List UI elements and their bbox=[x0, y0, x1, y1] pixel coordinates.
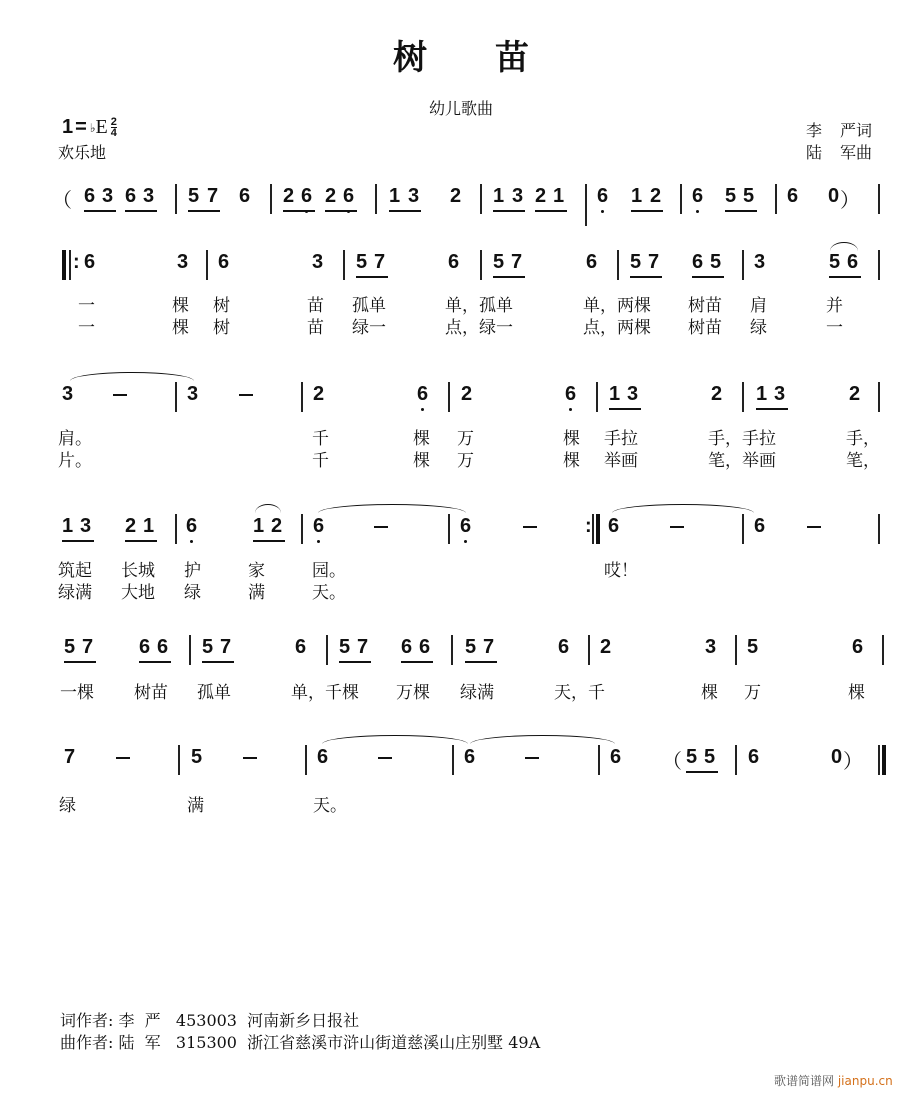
beam bbox=[631, 210, 663, 212]
key-equals: = bbox=[75, 116, 87, 138]
lyric: 片。 bbox=[58, 451, 92, 471]
lyric: 绿 bbox=[750, 318, 767, 338]
extend-dash bbox=[374, 526, 388, 528]
lyric: 笔，举画 bbox=[708, 451, 776, 471]
lyric: 笔， bbox=[846, 451, 880, 471]
lyric: 绿一 bbox=[352, 318, 386, 338]
note: 7 bbox=[648, 251, 660, 273]
note-low: 6 bbox=[186, 515, 198, 537]
composer-name-1: 陆 bbox=[806, 143, 823, 162]
note: 7 bbox=[207, 185, 219, 207]
note: 6 bbox=[586, 251, 598, 273]
barline bbox=[206, 250, 208, 280]
lyric: 万棵 bbox=[396, 683, 430, 703]
note: 6 bbox=[610, 746, 622, 768]
beam bbox=[686, 771, 718, 773]
note: 3 bbox=[512, 185, 524, 207]
lyric: 万 bbox=[457, 451, 474, 471]
lyric: 万 bbox=[744, 683, 761, 703]
beam bbox=[125, 540, 157, 542]
note: 5 bbox=[710, 251, 722, 273]
lyric: 举画 bbox=[604, 451, 638, 471]
barline bbox=[617, 250, 619, 280]
barline bbox=[343, 250, 345, 280]
slur bbox=[255, 504, 281, 513]
lyric: 棵 bbox=[563, 429, 580, 449]
lyric: 棵 bbox=[563, 451, 580, 471]
note: 3 bbox=[62, 383, 74, 405]
note: 7 bbox=[357, 636, 369, 658]
note: 0 bbox=[828, 185, 840, 207]
tie bbox=[612, 504, 754, 513]
beam bbox=[325, 210, 357, 212]
note: 2 bbox=[535, 185, 547, 207]
barline bbox=[448, 514, 450, 544]
note: 5 bbox=[725, 185, 737, 207]
slur bbox=[830, 242, 858, 251]
note: 3 bbox=[143, 185, 155, 207]
lyric: 棵 bbox=[413, 429, 430, 449]
note: 1 bbox=[493, 185, 505, 207]
barline bbox=[742, 514, 744, 544]
composer-credit bbox=[806, 140, 872, 163]
barline bbox=[775, 184, 777, 214]
note: 6 bbox=[295, 636, 307, 658]
beam bbox=[283, 210, 315, 212]
key-do: 1 bbox=[62, 116, 74, 138]
note: 7 bbox=[64, 746, 76, 768]
extend-dash bbox=[113, 394, 127, 396]
barline bbox=[598, 745, 600, 775]
barline bbox=[175, 514, 177, 544]
note: 1 bbox=[62, 515, 74, 537]
flat-icon: ♭ bbox=[89, 120, 96, 135]
lyric: 一 bbox=[78, 318, 95, 338]
lyric: 手， bbox=[846, 429, 880, 449]
beam bbox=[139, 661, 171, 663]
note: 6 bbox=[125, 185, 137, 207]
close-paren: ） bbox=[843, 749, 863, 773]
beam bbox=[725, 210, 757, 212]
barline bbox=[452, 745, 454, 775]
lyric: 园。 bbox=[312, 561, 346, 581]
beam bbox=[535, 210, 567, 212]
lyric: 点，两棵 bbox=[583, 318, 651, 338]
extend-dash bbox=[378, 757, 392, 759]
lyric: 棵 bbox=[701, 683, 718, 703]
note-low: 6 bbox=[692, 185, 704, 207]
note: 6 bbox=[317, 746, 329, 768]
beam bbox=[829, 276, 861, 278]
lyric: 手，手拉 bbox=[708, 429, 776, 449]
tie bbox=[70, 372, 194, 381]
lyric: 大地 bbox=[121, 583, 155, 603]
lyric: 一 bbox=[78, 296, 95, 316]
lyric: 绿满 bbox=[58, 583, 92, 603]
barline bbox=[375, 184, 377, 214]
lyric: 天。 bbox=[312, 583, 346, 603]
extend-dash bbox=[243, 757, 257, 759]
note: 5 bbox=[493, 251, 505, 273]
note: 6 bbox=[84, 185, 96, 207]
note: 3 bbox=[177, 251, 189, 273]
barline bbox=[588, 635, 590, 665]
note: 1 bbox=[389, 185, 401, 207]
repeat-dots: : bbox=[585, 515, 592, 537]
lyric: 长城 bbox=[121, 561, 155, 581]
note: 2 bbox=[325, 185, 337, 207]
note: 3 bbox=[774, 383, 786, 405]
note: 5 bbox=[188, 185, 200, 207]
lyric: 手拉 bbox=[604, 429, 638, 449]
note: 6 bbox=[84, 251, 96, 273]
lyric: 树 bbox=[213, 296, 230, 316]
barline bbox=[878, 514, 880, 544]
watermark bbox=[774, 1072, 893, 1089]
barline bbox=[878, 250, 880, 280]
lyric: 筑起 bbox=[58, 561, 92, 581]
note: 3 bbox=[80, 515, 92, 537]
note: 1 bbox=[253, 515, 265, 537]
title-char-2: 苗 bbox=[495, 38, 529, 78]
barline bbox=[189, 635, 191, 665]
lyricist-info: 词作者: 李 严 453003 河南新乡日报社 bbox=[60, 1011, 360, 1030]
note: 2 bbox=[125, 515, 137, 537]
repeat-end-thin bbox=[592, 514, 594, 544]
barline bbox=[878, 184, 880, 214]
barline bbox=[878, 382, 880, 412]
note-low: 6 bbox=[301, 185, 313, 207]
note-low: 6 bbox=[313, 515, 325, 537]
lyric: 护 bbox=[184, 561, 201, 581]
note: 7 bbox=[220, 636, 232, 658]
lyric: 棵 bbox=[172, 296, 189, 316]
note: 5 bbox=[829, 251, 841, 273]
note: 1 bbox=[609, 383, 621, 405]
lyric: 点，绿一 bbox=[445, 318, 513, 338]
note: 2 bbox=[271, 515, 283, 537]
lyric: 绿 bbox=[184, 583, 201, 603]
lyric: 千 bbox=[312, 451, 329, 471]
time-bottom: 4 bbox=[110, 127, 117, 139]
lyric: 一棵 bbox=[60, 683, 94, 703]
note: 5 bbox=[356, 251, 368, 273]
barline bbox=[305, 745, 307, 775]
note: 5 bbox=[743, 185, 755, 207]
lyric: 千 bbox=[312, 429, 329, 449]
lyric: 天。 bbox=[313, 796, 347, 816]
note: 6 bbox=[218, 251, 230, 273]
tie bbox=[318, 504, 466, 513]
note: 3 bbox=[627, 383, 639, 405]
lyric: 孤单 bbox=[197, 683, 231, 703]
beam bbox=[401, 661, 433, 663]
lyricist-name-1: 李 bbox=[806, 121, 823, 140]
lyric: 棵 bbox=[172, 318, 189, 338]
lyric: 苗 bbox=[307, 296, 324, 316]
note: 5 bbox=[465, 636, 477, 658]
note: 5 bbox=[686, 746, 698, 768]
open-paren: （ bbox=[52, 188, 72, 212]
lyric: 树苗 bbox=[134, 683, 168, 703]
barline bbox=[882, 635, 884, 665]
lyric: 孤单 bbox=[352, 296, 386, 316]
extend-dash bbox=[670, 526, 684, 528]
barline bbox=[175, 184, 177, 214]
beam bbox=[253, 540, 285, 542]
close-paren: ） bbox=[840, 188, 860, 212]
note: 3 bbox=[408, 185, 420, 207]
barline bbox=[480, 250, 482, 280]
note: 1 bbox=[756, 383, 768, 405]
lyricist-name-2: 严词 bbox=[840, 121, 873, 140]
note: 6 bbox=[419, 636, 431, 658]
beam bbox=[493, 276, 525, 278]
note: 5 bbox=[191, 746, 203, 768]
barline bbox=[270, 184, 272, 214]
composer-info: 曲作者: 陆 军 315300 浙江省慈溪市浒山街道慈溪山庄别墅 49A bbox=[60, 1033, 541, 1052]
beam bbox=[64, 661, 96, 663]
key-letter: E bbox=[95, 116, 108, 138]
lyricist-credit bbox=[806, 118, 872, 141]
note: 5 bbox=[64, 636, 76, 658]
barline bbox=[742, 250, 744, 280]
lyric: 树 bbox=[213, 318, 230, 338]
lyric: 并 bbox=[826, 296, 843, 316]
barline bbox=[448, 382, 450, 412]
note: 2 bbox=[849, 383, 861, 405]
beam bbox=[84, 210, 116, 212]
note: 5 bbox=[704, 746, 716, 768]
note: 6 bbox=[847, 251, 859, 273]
lyric: 单，千棵 bbox=[291, 683, 359, 703]
open-paren: （ bbox=[662, 749, 682, 773]
tie bbox=[470, 735, 615, 744]
note: 1 bbox=[631, 185, 643, 207]
final-barline-thin bbox=[878, 745, 880, 775]
lyric: 单，孤单 bbox=[445, 296, 513, 316]
lyric: 满 bbox=[187, 796, 204, 816]
lyric: 树苗 bbox=[688, 296, 722, 316]
barline bbox=[735, 745, 737, 775]
beam bbox=[202, 661, 234, 663]
note: 6 bbox=[401, 636, 413, 658]
lyric: 一 bbox=[826, 318, 843, 338]
barline bbox=[301, 514, 303, 544]
beam bbox=[62, 540, 94, 542]
tie bbox=[322, 735, 468, 744]
note: 3 bbox=[705, 636, 717, 658]
beam bbox=[339, 661, 371, 663]
note: 1 bbox=[553, 185, 565, 207]
note: 7 bbox=[82, 636, 94, 658]
lyric: 棵 bbox=[848, 683, 865, 703]
note: 2 bbox=[450, 185, 462, 207]
barline bbox=[301, 382, 303, 412]
note: 6 bbox=[608, 515, 620, 537]
note: 7 bbox=[511, 251, 523, 273]
note: 2 bbox=[461, 383, 473, 405]
lyric: 满 bbox=[248, 583, 265, 603]
beam bbox=[609, 408, 641, 410]
note: 5 bbox=[339, 636, 351, 658]
extend-dash bbox=[239, 394, 253, 396]
beam bbox=[188, 210, 220, 212]
beam bbox=[125, 210, 157, 212]
lyric: 树苗 bbox=[688, 318, 722, 338]
extend-dash bbox=[523, 526, 537, 528]
beam bbox=[356, 276, 388, 278]
lyric: 苗 bbox=[307, 318, 324, 338]
extend-dash bbox=[116, 757, 130, 759]
lyric: 棵 bbox=[413, 451, 430, 471]
note: 2 bbox=[283, 185, 295, 207]
barline bbox=[680, 184, 682, 214]
extend-dash bbox=[525, 757, 539, 759]
lyric: 天，千 bbox=[554, 683, 605, 703]
note: 6 bbox=[157, 636, 169, 658]
note-low: 6 bbox=[417, 383, 429, 405]
lyric: 肩 bbox=[750, 296, 767, 316]
note: 6 bbox=[692, 251, 704, 273]
barline bbox=[735, 635, 737, 665]
lyric: 绿满 bbox=[460, 683, 494, 703]
barline bbox=[175, 382, 177, 412]
time-signature bbox=[111, 117, 117, 138]
note: 7 bbox=[483, 636, 495, 658]
note: 6 bbox=[748, 746, 760, 768]
final-barline-thick bbox=[882, 745, 886, 775]
repeat-end-barline bbox=[596, 514, 600, 544]
note: 2 bbox=[600, 636, 612, 658]
barline bbox=[480, 184, 482, 214]
note: 5 bbox=[630, 251, 642, 273]
note: 6 bbox=[754, 515, 766, 537]
note: 6 bbox=[787, 185, 799, 207]
repeat-start-thin bbox=[69, 250, 71, 280]
composer-name-2: 军曲 bbox=[840, 143, 873, 162]
watermark-domain[interactable]: jianpu.cn bbox=[837, 1074, 893, 1088]
title-char-1: 树 bbox=[393, 38, 427, 78]
note: 6 bbox=[239, 185, 251, 207]
watermark-site-name: 歌谱简谱网 bbox=[774, 1074, 835, 1088]
beam bbox=[465, 661, 497, 663]
barline bbox=[742, 382, 744, 412]
note-low: 6 bbox=[597, 185, 609, 207]
time-top: 2 bbox=[110, 116, 117, 128]
note: 3 bbox=[102, 185, 114, 207]
song-subtitle: 幼儿歌曲 bbox=[428, 99, 493, 118]
note-low: 6 bbox=[343, 185, 355, 207]
repeat-dots: : bbox=[73, 251, 80, 273]
note-low: 6 bbox=[565, 383, 577, 405]
tempo-marking: 欢乐地 bbox=[58, 143, 107, 162]
barline bbox=[585, 184, 587, 226]
note: 3 bbox=[754, 251, 766, 273]
lyric: 万 bbox=[457, 429, 474, 449]
note: 2 bbox=[313, 383, 325, 405]
barline bbox=[326, 635, 328, 665]
beam bbox=[692, 276, 724, 278]
note: 6 bbox=[558, 636, 570, 658]
note: 5 bbox=[202, 636, 214, 658]
note: 3 bbox=[312, 251, 324, 273]
beam bbox=[389, 210, 421, 212]
lyric: 家 bbox=[248, 561, 265, 581]
lyric: 绿 bbox=[59, 796, 76, 816]
lyric: 哎！ bbox=[604, 561, 638, 581]
beam bbox=[756, 408, 788, 410]
note: 6 bbox=[448, 251, 460, 273]
note: 0 bbox=[831, 746, 843, 768]
key-signature bbox=[62, 116, 117, 139]
barline bbox=[596, 382, 598, 412]
barline bbox=[178, 745, 180, 775]
repeat-start-barline bbox=[62, 250, 66, 280]
note: 2 bbox=[650, 185, 662, 207]
note: 5 bbox=[747, 636, 759, 658]
beam bbox=[630, 276, 662, 278]
note: 6 bbox=[464, 746, 476, 768]
note: 1 bbox=[143, 515, 155, 537]
extend-dash bbox=[807, 526, 821, 528]
barline bbox=[451, 635, 453, 665]
note: 3 bbox=[187, 383, 199, 405]
note: 6 bbox=[852, 636, 864, 658]
lyric: 肩。 bbox=[58, 429, 92, 449]
note: 7 bbox=[374, 251, 386, 273]
lyric: 单，两棵 bbox=[583, 296, 651, 316]
note: 6 bbox=[139, 636, 151, 658]
song-title bbox=[0, 30, 922, 79]
note: 2 bbox=[711, 383, 723, 405]
beam bbox=[493, 210, 525, 212]
note-low: 6 bbox=[460, 515, 472, 537]
